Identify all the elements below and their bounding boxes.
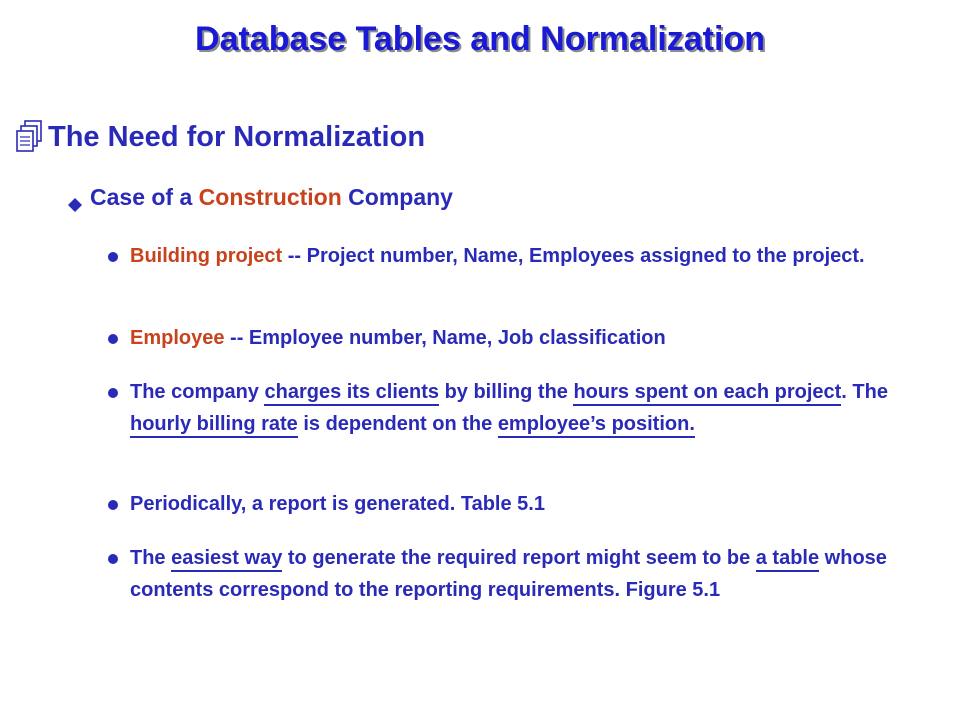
- round-dot-icon: [108, 554, 118, 564]
- subheading-prefix: Case of a: [90, 184, 199, 210]
- bullet-text: whose contents correspond to the reporting requirements. Figure 5.1: [130, 547, 887, 601]
- underlined-phrase: hourly billing rate: [130, 413, 298, 438]
- subheading: [90, 184, 453, 211]
- stacked-pages-icon: [12, 118, 46, 156]
- round-dot-icon: [108, 500, 118, 510]
- underlined-phrase: charges its clients: [264, 381, 439, 406]
- subheading-highlight: Construction: [198, 184, 342, 210]
- bullet-easiest-way: [108, 542, 938, 606]
- subheading-row: [68, 184, 453, 211]
- bullet-text: -- Project number, Name, Employees assigned to the project.: [282, 245, 865, 267]
- underlined-phrase: employee’s position.: [498, 413, 695, 438]
- bullet-highlight: Employee: [130, 327, 225, 349]
- bullet-text: by billing the: [439, 381, 574, 403]
- bullet-text: to generate the required report might seem to be: [282, 547, 756, 569]
- round-dot-icon: [108, 388, 118, 398]
- bullet-text: The: [130, 547, 172, 569]
- heading-row: [12, 118, 425, 156]
- subheading-suffix: Company: [341, 184, 453, 210]
- bullet-billing: [108, 376, 938, 440]
- round-dot-icon: [108, 252, 118, 262]
- bullet-text: -- Employee number, Name, Job classification: [224, 327, 666, 349]
- slide-title: Database Tables and Normalization: [195, 20, 765, 58]
- bullet-building-project: [108, 240, 938, 272]
- bullet-text: . The: [841, 381, 888, 403]
- bullet-text: The company: [130, 381, 265, 403]
- bullet-text: Periodically, a report is generated. Table 5.1: [130, 493, 545, 515]
- bullet-employee: [108, 322, 938, 354]
- bullet-highlight: Building project: [130, 245, 283, 267]
- heading: The Need for Normalization: [48, 120, 426, 153]
- diamond-icon: [68, 191, 82, 205]
- underlined-phrase: a table: [756, 547, 819, 572]
- bullet-report: [108, 488, 938, 520]
- underlined-phrase: hours spent on each project: [573, 381, 841, 406]
- bullet-text: is dependent on the: [297, 413, 498, 435]
- underlined-phrase: easiest way: [171, 547, 282, 572]
- round-dot-icon: [108, 334, 118, 344]
